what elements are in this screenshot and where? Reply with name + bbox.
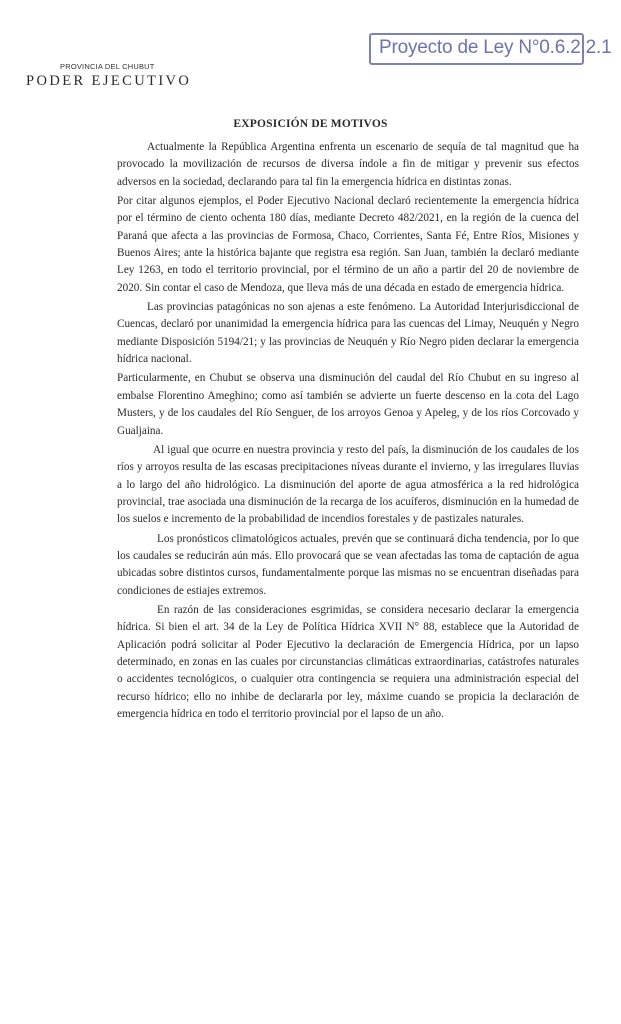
- paragraph: Actualmente la República Argentina enfrenta un escenario de sequía de tal magnitud que ha provocado la movilización de recursos de diversa índole a fin de mitigar y prevenir sus efectos adversos en la sociedad, declarando para tal fin la emergencia hídrica en distintas zonas.: [117, 141, 579, 188]
- bill-number-stamp: [369, 33, 612, 65]
- province-header: PROVINCIA DEL CHUBUT: [60, 62, 155, 71]
- paragraph: Las provincias patagónicas no son ajenas a este fenómeno. La Autoridad Interjurisdiccional de Cuencas, declaró por unanimidad la emergencia hídrica para las cuencas del Limay, Neuquén y Negro mediante Disposición 5194/21; y las provincias de Neuquén y Río Negro piden declarar la emergencia hídrica nacional.: [117, 301, 579, 366]
- paragraph: Por citar algunos ejemplos, el Poder Ejecutivo Nacional declaró recientemente la emergencia hídrica por el término de ciento ochenta 180 días, mediante Decreto 482/2021, en la región de la cuenca del Paraná que afecta a las provincias de Formosa, Chaco, Corrientes, Santa Fé, Entre Ríos, Misiones y Buenos Aires; ante la histórica bajante que registra esa región. San Juan, también la declaró mediante Ley 1263, en todo el territorio provincial, por el término de un año a partir del 20 de noviembre de 2020. Sin contar el caso de Mendoza, que lleva más de una década en estado de emergencia hídrica.: [117, 195, 579, 294]
- paragraph: Los pronósticos climatológicos actuales, prevén que se continuará dicha tendencia, por lo que los caudales se reducirán aún más. Ello provocará que se vean afectadas las toma de captación de agua ubicadas sobre distintos cursos, fundamentalmente porque las mismas no se encuentran diseñadas para condiciones de estiajes extremos.: [117, 532, 579, 597]
- document-title: EXPOSICIÓN DE MOTIVOS: [233, 118, 388, 130]
- paragraph: En razón de las consideraciones esgrimidas, se considera necesario declarar la emergencia hídrica. Si bien el art. 34 de la Ley de Política Hídrica XVII N° 88, establece que la Autoridad de Aplicación podrá solicitar al Poder Ejecutivo la declaración de Emergencia Hídrica, por un lapso determinado, en zonas en las cuales por circunstancias climáticas extraordinarias, catástrofes naturales o accidentes tecnológicos, o cualquier otra contingencia se requiera una administración especial del recurso hídrico; ello no inhibe de declararla por ley, máxime cuando se propicia la declaración de emergencia hídrica en todo el territorio provincial por el lapso de un año.: [117, 603, 579, 720]
- paragraph: Particularmente, en Chubut se observa una disminución del caudal del Río Chubut en su ingreso al embalse Florentino Ameghino; como así también se advierte un fuerte descenso en la cota del Lago Musters, y de los caudales del Río Senguer, de los arroyos Genoa y Apeleg, y de los ríos Corcovado y Gualjaina.: [117, 372, 579, 437]
- paragraph: Al igual que ocurre en nuestra provincia y resto del país, la disminución de los caudales de los ríos y arroyos resulta de las escasas precipitaciones níveas durante el invierno, y las irregulares lluvias a lo largo del año hidrológico. La disminución del aporte de agua atmosférica a la red hidrológica provincial, trae asociada una disminución de la recarga de los acuíferos, disminución en la humedad de los suelos e incremento de la probabilidad de incendios forestales y de pastizales naturales.: [117, 443, 579, 526]
- stamp-text: Proyecto de Ley N°0.6.2.2.1: [379, 37, 612, 58]
- office-header: PODER EJECUTIVO: [26, 73, 192, 89]
- document-body: [117, 139, 579, 725]
